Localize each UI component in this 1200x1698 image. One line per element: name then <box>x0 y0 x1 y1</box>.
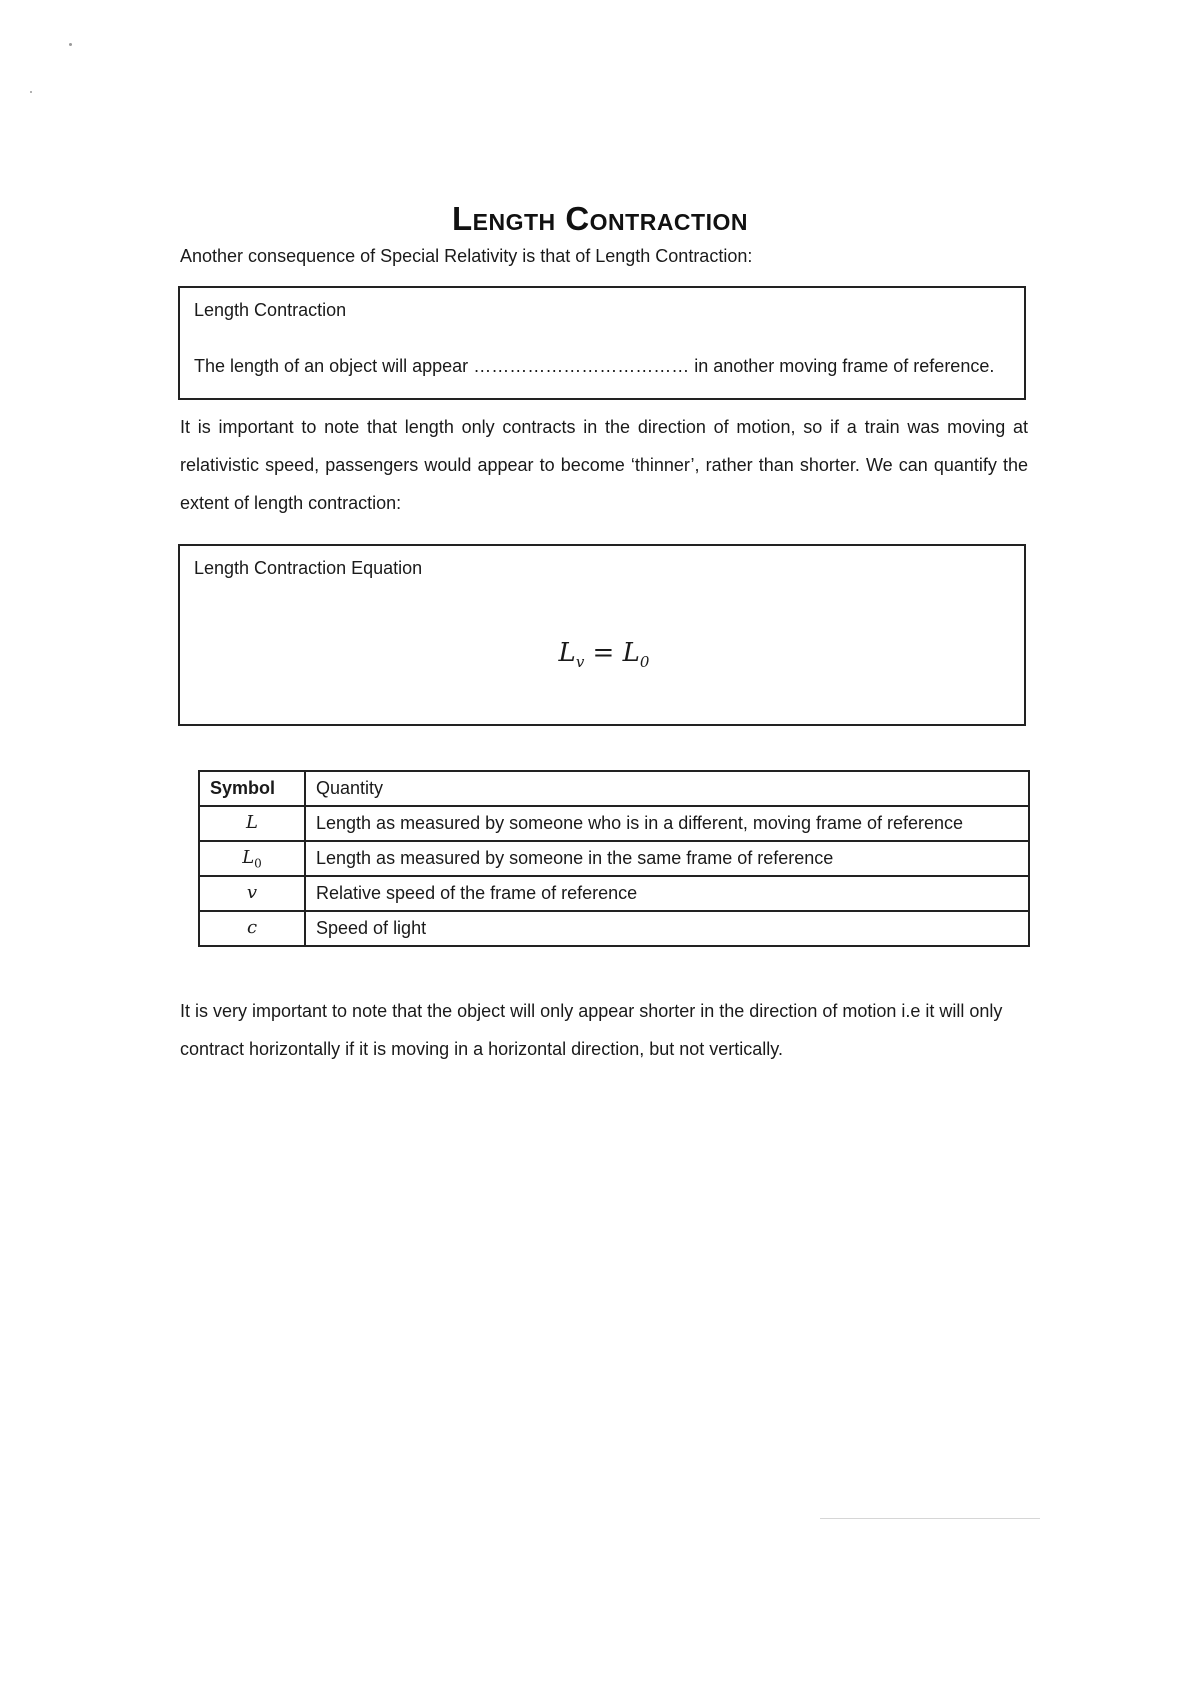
symbol-letter: L <box>246 811 258 833</box>
sentence-end: in another moving frame of reference. <box>689 356 995 376</box>
symbol-table <box>198 770 1030 947</box>
quantity-cell: Length as measured by someone who is in a different, moving frame of reference <box>305 806 1029 841</box>
length-contraction-equation <box>180 638 1028 671</box>
symbol-letter: L <box>242 846 255 868</box>
table-header-row <box>199 771 1029 806</box>
table-row <box>199 806 1029 841</box>
symbol-cell <box>199 876 305 911</box>
scan-artifact-line <box>820 1518 1040 1519</box>
symbol-cell <box>199 841 305 876</box>
conclusion-paragraph: It is very important to note that the object will only appear shorter in the direction of motion i.e it will only contract horizontally if it is moving in a horizontal direction, but not vertically. <box>180 1001 1003 1059</box>
definition-heading: Length Contraction <box>194 300 347 320</box>
table-row <box>199 841 1029 876</box>
explanation-paragraph: It is important to note that length only contracts in the direction of motion, so if a train was moving at relativistic speed, passengers would appear to become ‘thinner’, rather than shorter. We can quantify the extent of length contraction: <box>180 417 1028 513</box>
sentence-start: The length of an object will appear <box>194 356 474 376</box>
symbol-subscript: 0 <box>254 856 262 871</box>
quantity-cell: Relative speed of the frame of reference <box>305 876 1029 911</box>
equation-operator: = <box>584 638 623 668</box>
scan-speck <box>69 43 72 46</box>
equation-lhs-subscript: v <box>575 653 585 672</box>
definition-box <box>178 286 1026 400</box>
equation-lhs: L <box>558 638 576 668</box>
equation-rhs: L <box>622 638 640 668</box>
fill-in-blank: ……………………………… <box>473 356 690 376</box>
page-title: Length Contraction <box>452 200 748 237</box>
quantity-column-header: Quantity <box>305 771 1029 806</box>
symbol-column-header: Symbol <box>199 771 305 806</box>
intro-text: Another consequence of Special Relativity is that of Length Contraction: <box>180 246 753 266</box>
quantity-cell: Speed of light <box>305 911 1029 946</box>
scan-speck <box>30 91 32 93</box>
equation-heading: Length Contraction Equation <box>194 558 423 578</box>
definition-sentence <box>194 356 994 377</box>
quantity-cell: Length as measured by someone in the same frame of reference <box>305 841 1029 876</box>
symbol-cell <box>199 806 305 841</box>
symbol-letter: v <box>246 881 258 903</box>
table-row <box>199 911 1029 946</box>
table-row <box>199 876 1029 911</box>
equation-rhs-subscript: 0 <box>639 653 650 672</box>
equation-box <box>178 544 1026 726</box>
symbol-cell <box>199 911 305 946</box>
symbol-letter: c <box>246 916 258 938</box>
